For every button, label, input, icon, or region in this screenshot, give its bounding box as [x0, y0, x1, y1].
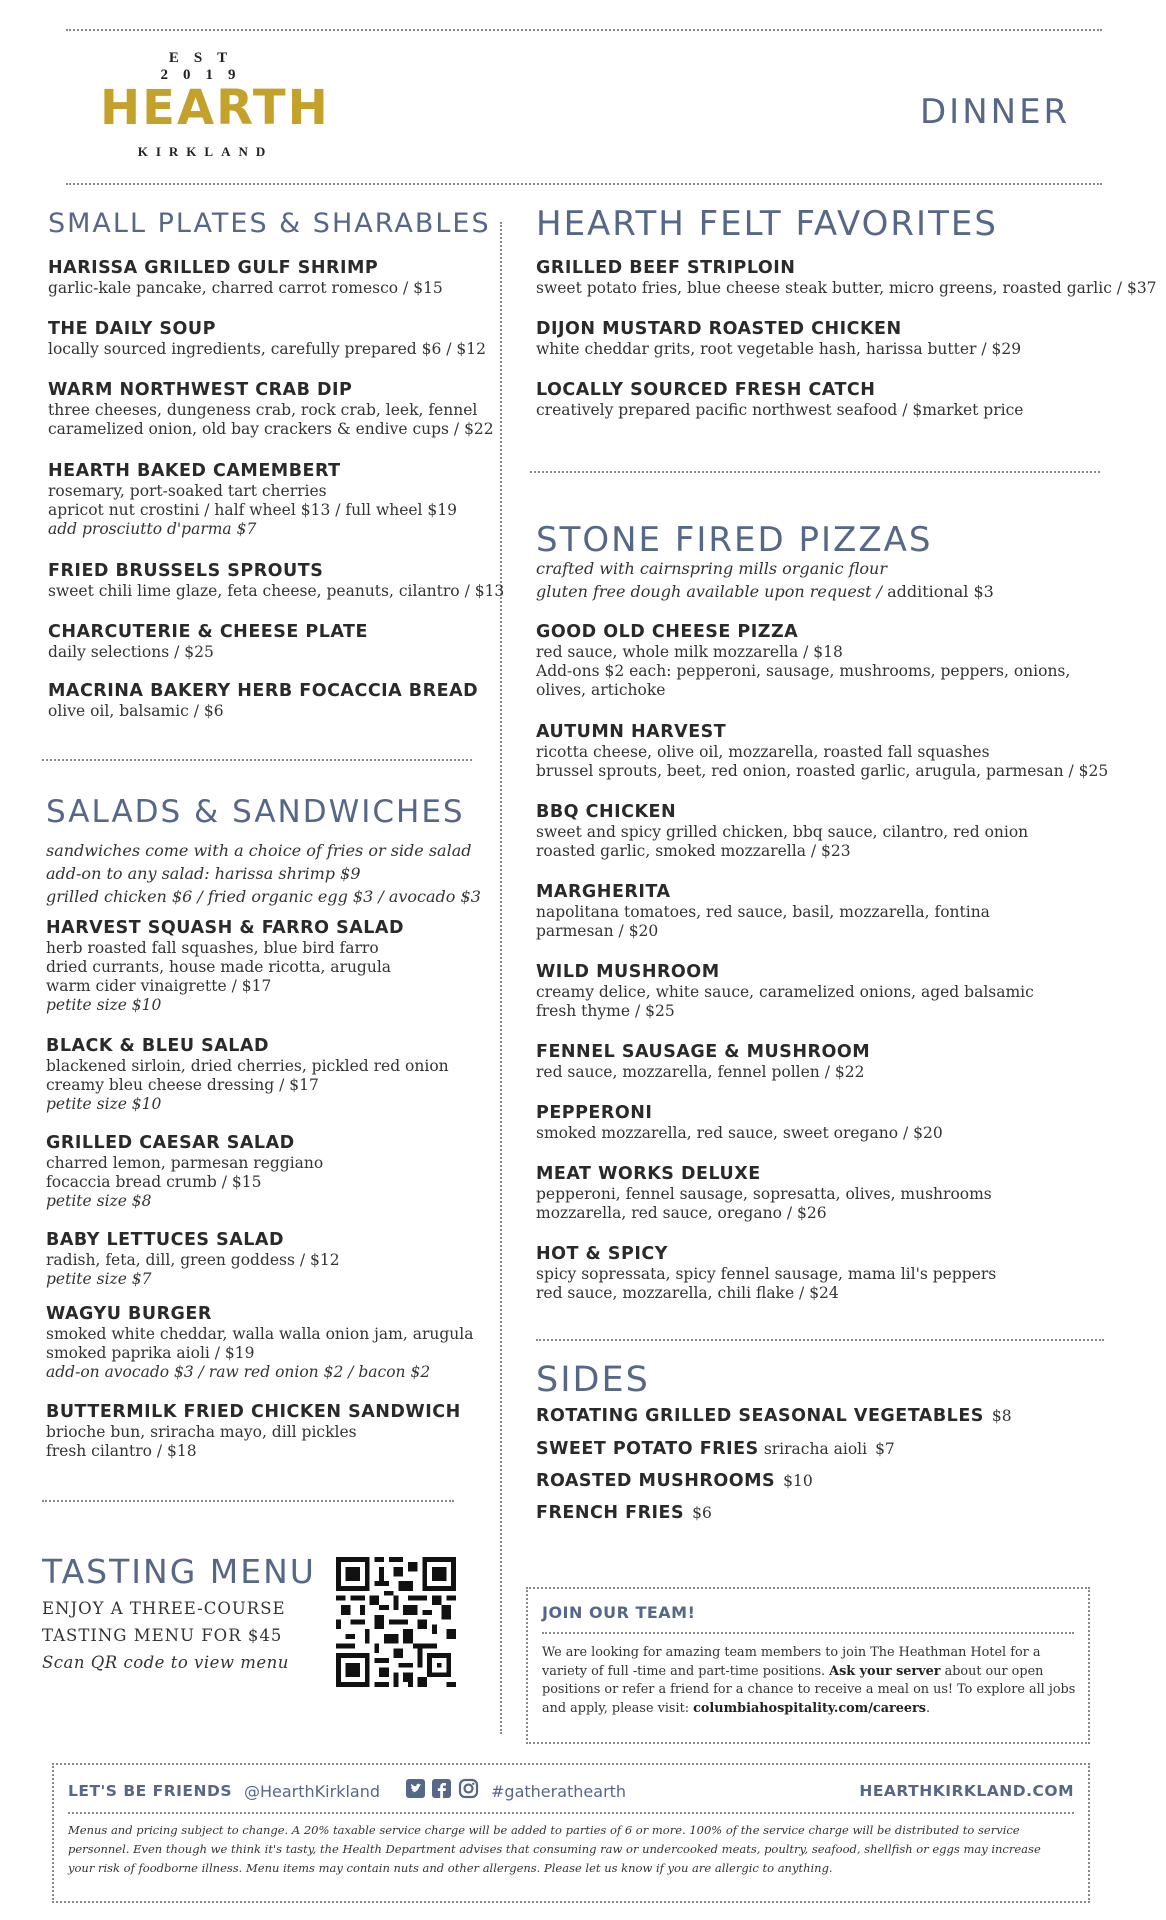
dish-description: Add-ons $2 each: pepperoni, sausage, mushrooms, peppers, onions,	[536, 662, 1071, 680]
footer-divider	[68, 1812, 1074, 1814]
menu-item	[46, 1230, 340, 1289]
dish-description: ricotta cheese, olive oil, mozzarella, roasted fall squashes	[536, 743, 990, 761]
dish-description: creatively prepared pacific northwest seafood / $market price	[536, 401, 1024, 419]
tasting-scan-note: Scan QR code to view menu	[42, 1653, 289, 1672]
dish-description: radish, feta, dill, green goddess / $12	[46, 1251, 340, 1269]
side-item	[536, 1471, 813, 1491]
top-divider	[66, 29, 1102, 31]
dish-name: FRIED BRUSSELS SPROUTS	[48, 561, 324, 581]
dish-description: sweet chili lime glaze, feta cheese, peanuts, cilantro / $13	[48, 582, 505, 600]
tasting-info	[42, 1595, 289, 1676]
dish-description: blackened sirloin, dried cherries, pickled red onion	[46, 1057, 449, 1075]
side-item	[536, 1406, 1012, 1426]
join-text-part: We are looking for amazing team members to join The Heathman Hotel for a variety of full -time and part-time positions.	[542, 1645, 1041, 1679]
facebook-icon[interactable]	[432, 1779, 451, 1798]
menu-item	[48, 622, 368, 662]
menu-item	[46, 918, 404, 1015]
dish-note: add-on avocado $3 / raw red onion $2 / bacon $2	[46, 1363, 431, 1381]
join-text-part: about our open positions or refer a friend for a chance to receive a meal on us! To explore all jobs and apply, please visit:	[542, 1663, 1076, 1716]
dish-description: locally sourced ingredients, carefully prepared $6 / $12	[48, 340, 487, 358]
dish-description: smoked paprika aioli / $19	[46, 1344, 255, 1362]
dish-description: parmesan / $20	[536, 922, 659, 940]
section-title-sides: SIDES	[536, 1360, 650, 1400]
dish-description: rosemary, port-soaked tart cherries	[48, 482, 327, 500]
footer-box	[52, 1763, 1090, 1903]
menu-item	[48, 380, 494, 439]
dish-description: sweet potato fries, blue cheese steak butter, micro greens, roasted garlic / $37	[536, 279, 1157, 297]
menu-item	[48, 258, 443, 298]
dish-name: HARVEST SQUASH & FARRO SALAD	[46, 918, 404, 938]
join-team-text	[542, 1644, 1078, 1718]
dish-description: olives, artichoke	[536, 681, 666, 699]
salads-intro-line: add-on to any salad: harissa shrimp $9	[46, 864, 361, 883]
menu-item	[536, 1164, 992, 1223]
dish-description: creamy bleu cheese dressing / $17	[46, 1076, 319, 1094]
join-team-divider	[542, 1632, 1074, 1634]
hashtag[interactable]: #gatherathearth	[491, 1782, 627, 1801]
menu-item	[48, 319, 486, 359]
dish-description: smoked mozzarella, red sauce, sweet oregano / $20	[536, 1124, 943, 1142]
dish-description: charred lemon, parmesan reggiano	[46, 1154, 324, 1172]
dish-description: fresh thyme / $25	[536, 1002, 675, 1020]
menu-item	[536, 882, 990, 941]
menu-item	[46, 1036, 449, 1114]
instagram-icon[interactable]	[460, 1780, 477, 1797]
menu-item	[46, 1133, 323, 1211]
dish-name: WILD MUSHROOM	[536, 962, 720, 982]
menu-item	[536, 1042, 870, 1082]
dish-note: petite size $7	[46, 1270, 152, 1288]
side-price: $8	[991, 1407, 1012, 1425]
join-team-title: JOIN OUR TEAM!	[542, 1603, 696, 1622]
menu-item	[46, 1402, 461, 1461]
menu-item	[46, 1304, 473, 1382]
dish-name: WAGYU BURGER	[46, 1304, 212, 1324]
dish-description: red sauce, mozzarella, fennel pollen / $22	[536, 1063, 865, 1081]
dish-name: BABY LETTUCES SALAD	[46, 1230, 284, 1250]
dish-description: daily selections / $25	[48, 643, 214, 661]
menu-item	[536, 319, 1021, 359]
dish-name: MARGHERITA	[536, 882, 671, 902]
side-name: ROASTED MUSHROOMS	[536, 1471, 776, 1491]
side-price: $6	[692, 1504, 712, 1522]
side-name: SWEET POTATO FRIES	[536, 1439, 759, 1459]
dish-name: BLACK & BLEU SALAD	[46, 1036, 269, 1056]
dish-name: HEARTH BAKED CAMEMBERT	[48, 461, 341, 481]
dish-name: GRILLED BEEF STRIPLOIN	[536, 258, 796, 278]
dish-note: add prosciutto d'parma $7	[48, 520, 257, 538]
dish-description: focaccia bread crumb / $15	[46, 1173, 262, 1191]
salads-intro-line: sandwiches come with a choice of fries or side salad	[46, 841, 472, 860]
dish-note: petite size $8	[46, 1192, 152, 1210]
column-divider	[500, 222, 502, 1734]
dish-name: GOOD OLD CHEESE PIZZA	[536, 622, 799, 642]
pizzas-gluten-note: gluten free dough available upon request /	[536, 582, 882, 601]
tasting-line: TASTING MENU FOR $45	[42, 1626, 283, 1645]
section-title-favorites: HEARTH FELT FAVORITES	[536, 204, 998, 244]
side-name: ROTATING GRILLED SEASONAL VEGETABLES	[536, 1406, 984, 1426]
section-title-salads: SALADS & SANDWICHES	[46, 794, 465, 830]
dish-note: petite size $10	[46, 1095, 162, 1113]
side-note: sriracha aioli	[763, 1440, 868, 1458]
menu-item	[536, 962, 1034, 1021]
dish-description: apricot nut crostini / half wheel $13 / full wheel $19	[48, 501, 458, 519]
dish-name: WARM NORTHWEST CRAB DIP	[48, 380, 353, 400]
dish-description: napolitana tomatoes, red sauce, basil, mozzarella, fontina	[536, 903, 990, 921]
dish-name: BBQ CHICKEN	[536, 802, 677, 822]
dish-name: PEPPERONI	[536, 1103, 653, 1123]
dish-description: red sauce, mozzarella, chili flake / $24	[536, 1284, 839, 1302]
side-price: $7	[875, 1440, 895, 1458]
logo-wordmark: HEARTH	[100, 80, 330, 136]
twitter-icon[interactable]	[406, 1779, 425, 1798]
dish-name: BUTTERMILK FRIED CHICKEN SANDWICH	[46, 1402, 461, 1422]
menu-item	[536, 722, 1108, 781]
menu-item	[536, 622, 1070, 700]
dish-description: olive oil, balsamic / $6	[48, 702, 224, 720]
side-name: FRENCH FRIES	[536, 1503, 685, 1523]
dish-name: AUTUMN HARVEST	[536, 722, 727, 742]
section-divider	[42, 1500, 454, 1502]
section-title-pizzas: STONE FIRED PIZZAS	[536, 520, 933, 560]
dish-description: spicy sopressata, spicy fennel sausage, mama lil's peppers	[536, 1265, 997, 1283]
menu-item	[536, 1244, 996, 1303]
qr-code-icon[interactable]	[336, 1556, 456, 1688]
dish-name: FENNEL SAUSAGE & MUSHROOM	[536, 1042, 871, 1062]
side-price: $10	[783, 1472, 813, 1490]
ask-server-text: Ask your server	[829, 1663, 941, 1679]
dish-description: garlic-kale pancake, charred carrot romesco / $15	[48, 279, 443, 297]
dish-name: HARISSA GRILLED GULF SHRIMP	[48, 258, 379, 278]
dish-name: GRILLED CAESAR SALAD	[46, 1133, 295, 1153]
dish-description: mozzarella, red sauce, oregano / $26	[536, 1204, 827, 1222]
dish-name: MEAT WORKS DELUXE	[536, 1164, 761, 1184]
dish-description: brussel sprouts, beet, red onion, roasted garlic, arugula, parmesan / $25	[536, 762, 1109, 780]
careers-link[interactable]: columbiahospitality.com/careers	[693, 1700, 926, 1716]
dish-name: LOCALLY SOURCED FRESH CATCH	[536, 380, 876, 400]
dish-note: petite size $10	[46, 996, 162, 1014]
section-divider	[536, 1339, 1104, 1341]
dish-name: HOT & SPICY	[536, 1244, 668, 1264]
menu-item	[536, 1103, 943, 1143]
side-item	[536, 1439, 895, 1459]
disclaimer-text: Menus and pricing subject to change. A 20% taxable service charge will be added to parties of 6 or more. 100% of the service charge will be distributed to service personnel. Even though we think it's tasty, the Health Department advises that consuming raw or undercooked meats, poultry, seafood, shellfish or eggs may increase your risk of foodborne illness. Menu items may contain nuts and other allergens. Please let us know if you are allergic to anything.	[68, 1823, 1041, 1875]
join-team-box	[526, 1587, 1090, 1744]
dish-description: brioche bun, sriracha mayo, dill pickles	[46, 1423, 357, 1441]
side-item	[536, 1503, 712, 1523]
pizzas-intro	[536, 557, 994, 603]
dish-description: red sauce, whole milk mozzarella / $18	[536, 643, 843, 661]
dish-description: white cheddar grits, root vegetable hash, harissa butter / $29	[536, 340, 1022, 358]
dish-description: smoked white cheddar, walla walla onion jam, arugula	[46, 1325, 474, 1343]
dish-description: roasted garlic, smoked mozzarella / $23	[536, 842, 851, 860]
dish-description: creamy delice, white sauce, caramelized onions, aged balsamic	[536, 983, 1034, 1001]
lets-be-friends-label: LET'S BE FRIENDS	[68, 1782, 233, 1800]
logo-city: KIRKLAND	[137, 144, 274, 159]
menu-item	[536, 258, 1157, 298]
section-divider	[530, 471, 1100, 473]
dish-description: fresh cilantro / $18	[46, 1442, 197, 1460]
social-handle[interactable]: @HearthKirkland	[244, 1782, 380, 1801]
menu-item	[48, 461, 457, 539]
tasting-line: ENJOY A THREE-COURSE	[42, 1599, 286, 1618]
section-divider	[42, 759, 472, 761]
menu-item	[48, 561, 504, 601]
menu-title: DINNER	[920, 92, 1071, 132]
dish-description: warm cider vinaigrette / $17	[46, 977, 272, 995]
menu-item	[536, 802, 1028, 861]
social-icons	[406, 1778, 482, 1800]
pizzas-intro-line: crafted with cairnspring mills organic flour	[536, 559, 887, 578]
salads-intro-line: grilled chicken $6 / fried organic egg $3 / avocado $3	[46, 887, 481, 906]
section-title-small-plates: SMALL PLATES & SHARABLES	[48, 208, 491, 239]
pizzas-intro-line	[536, 580, 994, 603]
menu-item	[536, 380, 1023, 420]
salads-intro	[46, 839, 481, 908]
join-text-part: .	[925, 1700, 931, 1716]
dish-description: sweet and spicy grilled chicken, bbq sauce, cilantro, red onion	[536, 823, 1029, 841]
dish-description: three cheeses, dungeness crab, rock crab, leek, fennel	[48, 401, 478, 419]
logo-established: EST 2019	[160, 50, 251, 83]
dish-description: dried currants, house made ricotta, arugula	[46, 958, 392, 976]
dish-name: DIJON MUSTARD ROASTED CHICKEN	[536, 319, 902, 339]
section-title-tasting: TASTING MENU	[42, 1552, 316, 1591]
dish-description: pepperoni, fennel sausage, sopresatta, olives, mushrooms	[536, 1185, 992, 1203]
dish-name: CHARCUTERIE & CHEESE PLATE	[48, 622, 368, 642]
dish-name: THE DAILY SOUP	[48, 319, 216, 339]
pizzas-gluten-price: additional $3	[881, 582, 994, 601]
dish-description: caramelized onion, old bay crackers & endive cups / $22	[48, 420, 494, 438]
dish-description: herb roasted fall squashes, blue bird farro	[46, 939, 379, 957]
header-divider	[66, 183, 1102, 185]
website-link[interactable]: HEARTHKIRKLAND.COM	[859, 1782, 1074, 1800]
dish-name: MACRINA BAKERY HERB FOCACCIA BREAD	[48, 681, 479, 701]
menu-item	[48, 681, 478, 721]
